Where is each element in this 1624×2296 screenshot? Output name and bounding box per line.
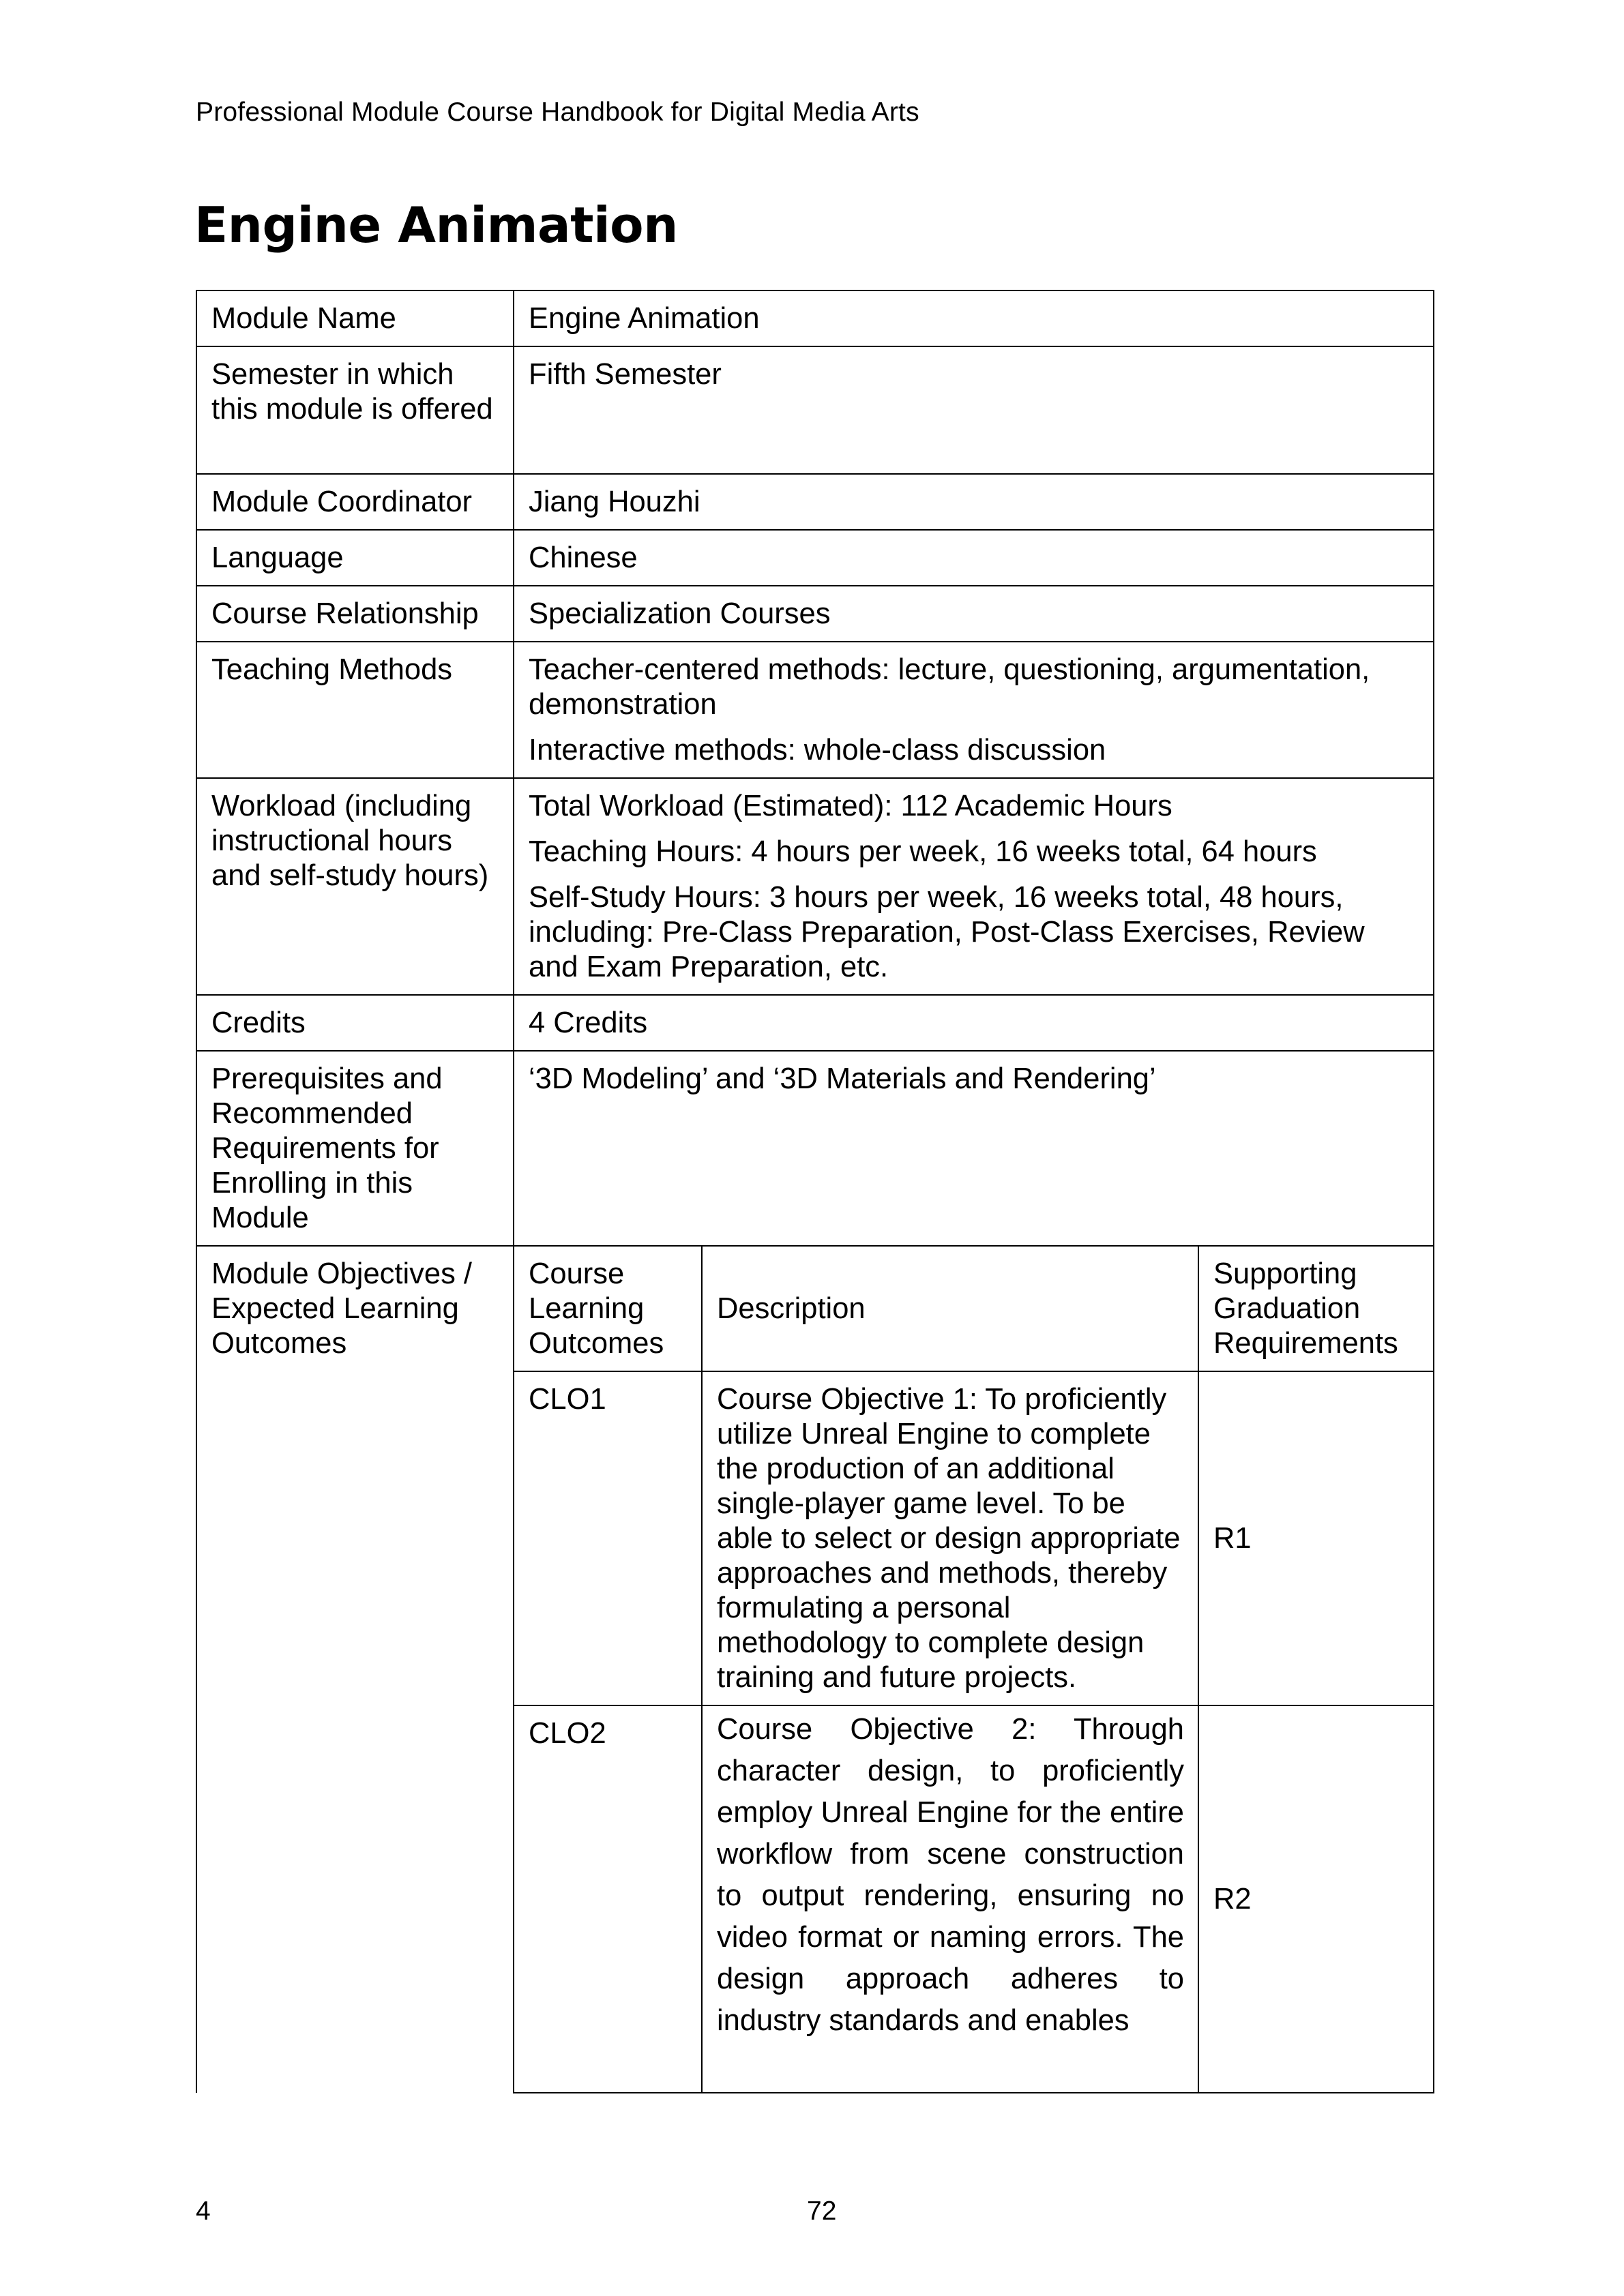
row-label: Semester in which this module is offered [196,346,514,474]
clo-description [702,1705,1198,2093]
column-header-clo: Course Learning Outcomes [514,1246,702,1371]
clo-description: Course Objective 1: To proficiently utilize Unreal Engine to complete the production of an additional single-player game level. To be able to select or design appropriate approaches and methods, thereby formulating a personal methodology to complete design training and future projects. [702,1371,1198,1705]
module-info-table [196,290,1434,2093]
table-row [196,642,1434,778]
table-row [196,346,1434,474]
table-row [196,1246,1434,1371]
table-row [196,995,1434,1051]
workload-item: Total Workload (Estimated): 112 Academic Hours [529,790,1172,822]
coordinator-value: Jiang Houzhi [514,474,1434,530]
language-value: Chinese [514,530,1434,586]
table-row [196,530,1434,586]
row-label: Course Relationship [196,586,514,642]
row-label: Workload (including instructional hours and self-study hours) [196,778,514,995]
clo-id: CLO1 [514,1371,702,1705]
row-label: Credits [196,995,514,1051]
prerequisites-value: ‘3D Modeling’ and ‘3D Materials and Rendering’ [514,1051,1434,1246]
footer-page-number-center: 72 [807,2196,837,2226]
workload-value [514,778,1434,995]
credits-value: 4 Credits [514,995,1434,1051]
page-title: Engine Animation [194,196,678,254]
row-label: Module Objectives / Expected Learning Outcomes [196,1246,514,1371]
table-row [196,474,1434,530]
running-header: Professional Module Course Handbook for Digital Media Arts [196,98,919,127]
teaching-method-item: Interactive methods: whole-class discussion [529,734,1106,766]
footer-page-number-left: 4 [196,2196,211,2226]
empty-cell [196,1705,514,2093]
table-row [196,586,1434,642]
workload-item: Teaching Hours: 4 hours per week, 16 weeks total, 64 hours [529,835,1317,868]
row-label: Prerequisites and Recommended Requirements for Enrolling in this Module [196,1051,514,1246]
table-row [196,778,1434,995]
teaching-method-item: Teacher-centered methods: lecture, questioning, argumentation, demonstration [529,653,1370,721]
clo-id: CLO2 [514,1705,702,2093]
table-row [196,290,1434,346]
table-row [196,1371,1434,1705]
row-label: Module Name [196,290,514,346]
module-name-value: Engine Animation [514,290,1434,346]
clo-requirement: R1 [1198,1371,1434,1705]
table-row [196,1051,1434,1246]
relationship-value: Specialization Courses [514,586,1434,642]
row-label: Module Coordinator [196,474,514,530]
row-label: Language [196,530,514,586]
column-header-description: Description [702,1246,1198,1371]
row-label: Teaching Methods [196,642,514,778]
table-row [196,1705,1434,2093]
empty-cell [196,1371,514,1705]
workload-item: Self-Study Hours: 3 hours per week, 16 weeks total, 48 hours, including: Pre-Class Preparation, Post-Class Exercises, Review and Exam Preparation, etc. [529,881,1365,983]
teaching-methods-value [514,642,1434,778]
clo-requirement: R2 [1198,1705,1434,2093]
column-header-requirements: Supporting Graduation Requirements [1198,1246,1434,1371]
semester-value: Fifth Semester [514,346,1434,474]
clo-description-text: Course Objective 2: Through character design, to proficiently employ Unreal Engine for the entire workflow from scene construction to output rendering, ensuring no video format or naming errors. The design approach adheres to industry standards and enables [717,1713,1184,2037]
